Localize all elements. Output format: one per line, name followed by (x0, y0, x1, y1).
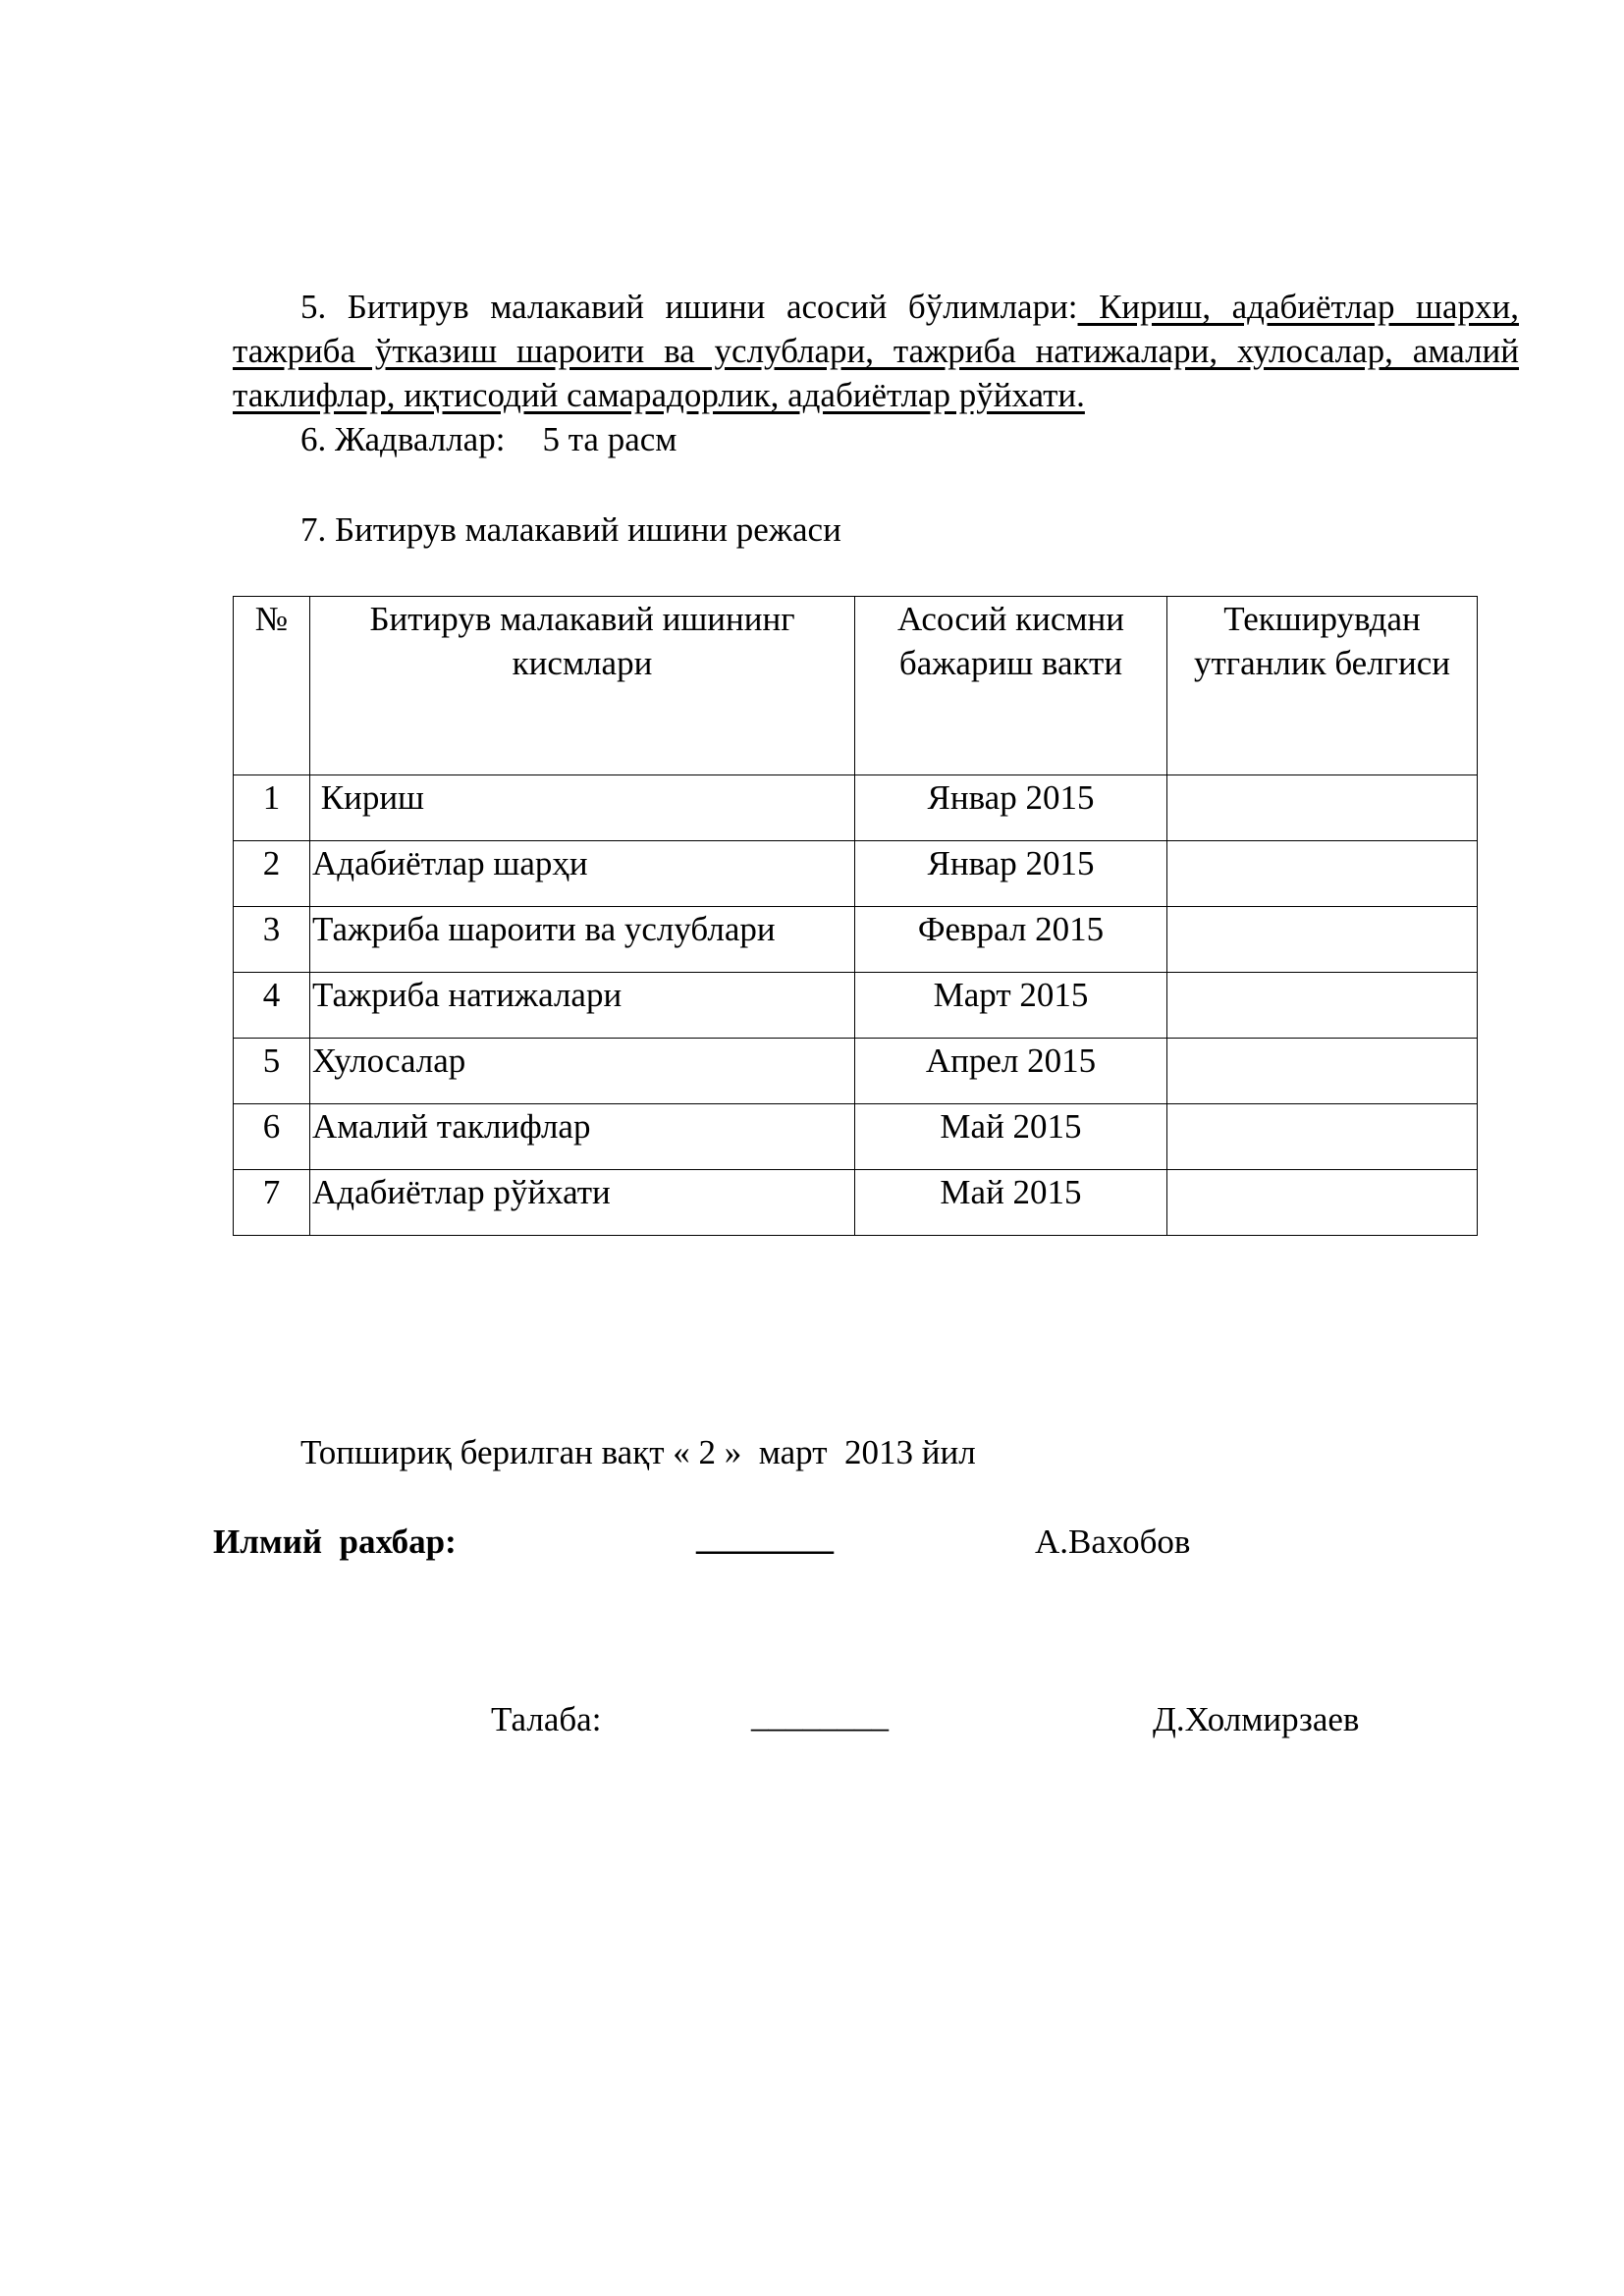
row-number: 1 (234, 775, 310, 841)
table-header-row (234, 597, 1478, 775)
row-number: 2 (234, 841, 310, 907)
row-date: Апрел 2015 (855, 1039, 1167, 1104)
row-check-mark (1167, 1104, 1478, 1170)
section-5-lead: 5. Битирув малакавий ишини асосий бўлимлари: (300, 288, 1078, 326)
row-date: Май 2015 (855, 1104, 1167, 1170)
table-row (234, 1170, 1478, 1236)
row-part: Адабиётлар шарҳи (310, 841, 855, 907)
table-row (234, 973, 1478, 1039)
student-name: Д.Холмирзаев (1153, 1700, 1360, 1738)
row-number: 3 (234, 907, 310, 973)
row-part: Адабиётлар рўйхати (310, 1170, 855, 1236)
row-number: 7 (234, 1170, 310, 1236)
row-part: Кириш (310, 775, 855, 841)
plan-table (233, 596, 1478, 1236)
section-7-title: 7. Битирув малакавий ишини режаси (300, 510, 841, 549)
section-6-line (300, 417, 677, 461)
header-check-mark: Текширувдан утганлик белгиси (1167, 597, 1478, 775)
row-date: Январ 2015 (855, 775, 1167, 841)
supervisor-name: А.Вахобов (1035, 1522, 1191, 1561)
row-check-mark (1167, 973, 1478, 1039)
row-check-mark (1167, 1170, 1478, 1236)
table-row (234, 1104, 1478, 1170)
supervisor-label: Илмий рахбар: (213, 1522, 457, 1561)
student-signature-line: ________ (751, 1696, 889, 1735)
section-5-underlined-list: Кириш, адабиётлар шархи, тажриба ўтказиш шароити ва услублари, тажриба натижалари, хулосалар, амалий таклифлар, иқтисодий самарадорлик, адабиётлар рўйхати. (233, 288, 1519, 414)
row-date: Май 2015 (855, 1170, 1167, 1236)
table-row (234, 841, 1478, 907)
supervisor-signature-line: ________ (696, 1519, 834, 1557)
row-number: 4 (234, 973, 310, 1039)
student-label: Талаба: (491, 1700, 602, 1738)
row-check-mark (1167, 907, 1478, 973)
row-check-mark (1167, 1039, 1478, 1104)
row-date: Феврал 2015 (855, 907, 1167, 973)
header-date: Асосий кисмни бажариш вакти (855, 597, 1167, 775)
row-part: Тажриба натижалари (310, 973, 855, 1039)
section-5-paragraph (233, 285, 1519, 417)
row-part: Хулосалар (310, 1039, 855, 1104)
header-number: № (234, 597, 310, 775)
section-6-label: 6. Жадваллар: (300, 420, 506, 458)
row-number: 6 (234, 1104, 310, 1170)
row-part: Амалий таклифлар (310, 1104, 855, 1170)
row-date: Январ 2015 (855, 841, 1167, 907)
row-number: 5 (234, 1039, 310, 1104)
section-6-value: 5 та расм (542, 420, 677, 458)
header-part: Битирув малакавий ишининг кисмлари (310, 597, 855, 775)
assignment-date: Топшириқ берилган вақт « 2 » март 2013 йил (300, 1433, 976, 1471)
table-row (234, 907, 1478, 973)
row-date: Март 2015 (855, 973, 1167, 1039)
table-row (234, 775, 1478, 841)
row-check-mark (1167, 841, 1478, 907)
table-row (234, 1039, 1478, 1104)
row-part: Тажриба шароити ва услублари (310, 907, 855, 973)
row-check-mark (1167, 775, 1478, 841)
